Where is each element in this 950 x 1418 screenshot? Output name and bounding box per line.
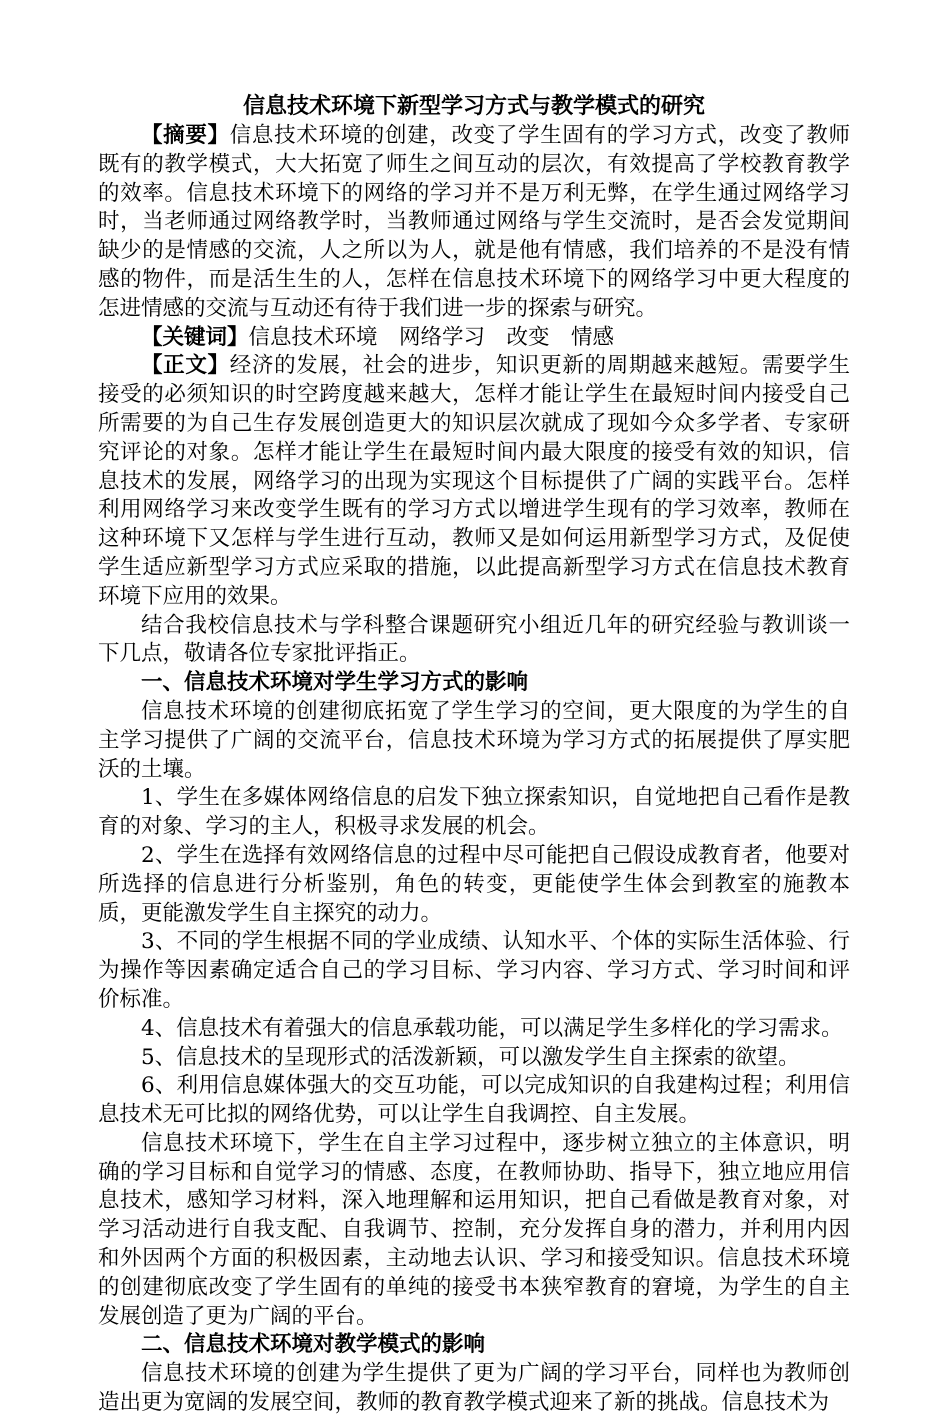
section-2-heading: 二、信息技术环境对教学模式的影响: [141, 1332, 486, 1358]
body-label: 【正文】: [141, 353, 230, 379]
section-1-heading: 一、信息技术环境对学生学习方式的影响: [141, 670, 529, 696]
keywords-text: 信息技术环境 网络学习 改变 情感: [248, 324, 615, 350]
abstract-paragraph: [98, 122, 850, 324]
document-title: 信息技术环境下新型学习方式与教学模式的研究: [242, 94, 705, 119]
section-1-item: 2、学生在选择有效网络信息的过程中尽可能把自己假设成教育者，他要对所选择的信息进行分析鉴别，角色的转变，更能使学生体会到教室的施教本质，更能激发学生自主探究的动力。: [98, 842, 850, 926]
section-1-summary: 信息技术环境下，学生在自主学习过程中，逐步树立独立的主体意识，明确的学习目标和自觉学习的情感、态度，在教师协助、指导下，独立地应用信息技术，感知学习材料，深入地理解和运用知识，把自己看做是教育对象，对学习活动进行自我支配、自我调节、控制，充分发挥自身的潜力，并利用内因和外因两个方面的积极因素，主动地去认识、学习和接受知识。信息技术环境的创建彻底改变了学生固有的单纯的接受书本狭窄教育的窘境，为学生的自主发展创造了更为广阔的平台。: [98, 1130, 850, 1329]
section-1-item: 1、学生在多媒体网络信息的启发下独立探索知识，自觉地把自己看作是教育的对象、学习的主人，积极寻求发展的机会。: [98, 785, 850, 840]
abstract-text: 信息技术环境的创建，改变了学生固有的学习方式，改变了教师既有的教学模式，大大拓宽了师生之间互动的层次，有效提高了学校教育教学的效率。信息技术环境下的网络的学习并不是万利无弊，在学生通过网络学习时，当老师通过网络教学时，当教师通过网络与学生交流时，是否会发觉期间缺少的是情感的交流，人之所以为人，就是他有情感，我们培养的不是没有情感的物件，而是活生生的人，怎样在信息技术环境下的网络学习中更大程度的怎进情感的交流与互动还有待于我们进一步的探索与研究。: [98, 123, 850, 321]
section-1-item: 4、信息技术有着强大的信息承载功能，可以满足学生多样化的学习需求。: [141, 1015, 843, 1041]
body-paragraph: [98, 352, 850, 611]
document-page: [98, 92, 850, 1418]
section-1-item: 3、不同的学生根据不同的学业成绩、认知水平、个体的实际生活体验、行为操作等因素确定适合自己的学习目标、学习内容、学习方式、学习时间和评价标准。: [98, 929, 850, 1012]
intro-paragraph: 结合我校信息技术与学科整合课题研究小组近几年的研究经验与教训谈一下几点，敬请各位专家批评指正。: [98, 612, 850, 667]
keywords-paragraph: [98, 324, 850, 353]
section-1-item: 5、信息技术的呈现形式的活泼新颖，可以激发学生自主探索的欲望。: [141, 1044, 800, 1070]
section-2-intro: 信息技术环境的创建为学生提供了更为广阔的学习平台，同样也为教师创造出更为宽阔的发展空间，教师的教育教学模式迎来了新的挑战。信息技术为: [98, 1361, 850, 1416]
abstract-label: 【摘要】: [141, 123, 230, 148]
body-text: 经济的发展，社会的进步，知识更新的周期越来越短。需要学生接受的必须知识的时空跨度越来越大，怎样才能让学生在最短时间内接受自己所需要的为自己生存发展创造更大的知识层次就成了现如今众多学者、专家研究评论的对象。怎样才能让学生在最短时间内最大限度的接受有效的知识，信息技术的发展，网络学习的出现为实现这个目标提供了广阔的实践平台。怎样利用网络学习来改变学生既有的学习方式以增进学生现有的学习效率，教师在这种环境下又怎样与学生进行互动，教师又是如何运用新型学习方式，及促使学生适应新型学习方式应采取的措施，以此提高新型学习方式在信息技术教育环境下应用的效果。: [98, 353, 850, 609]
section-1-item: 6、利用信息媒体强大的交互功能，可以完成知识的自我建构过程；利用信息技术无可比拟的网络优势，可以让学生自我调控、自主发展。: [98, 1073, 850, 1128]
keywords-label: 【关键词】: [141, 324, 249, 350]
section-1-intro: 信息技术环境的创建彻底拓宽了学生学习的空间，更大限度的为学生的自主学习提供了广阔的交流平台，信息技术环境为学习方式的拓展提供了厚实肥沃的土壤。: [98, 698, 850, 782]
